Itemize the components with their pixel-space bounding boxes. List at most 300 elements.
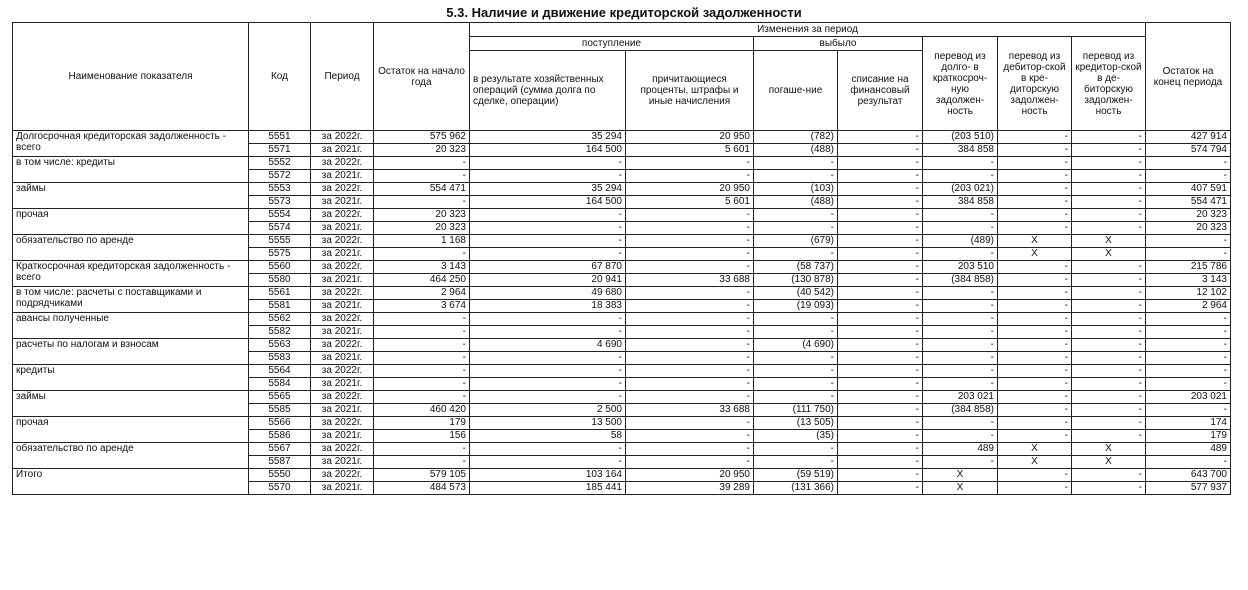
row-income-interest: 20 950 [626, 469, 754, 482]
row-transfer-lt-st: - [923, 170, 998, 183]
row-writeoff: - [838, 404, 923, 417]
row-start: 20 323 [374, 209, 470, 222]
row-transfer-cred-deb: - [1072, 209, 1146, 222]
row-repaid: (488) [754, 196, 838, 209]
row-repaid: - [754, 222, 838, 235]
row-period: за 2021г. [311, 300, 374, 313]
row-repaid: (4 690) [754, 339, 838, 352]
row-transfer-lt-st: - [923, 378, 998, 391]
row-start: 579 105 [374, 469, 470, 482]
row-end: 427 914 [1146, 131, 1231, 144]
table-row [13, 339, 1231, 352]
header-transfer-deb-cred: перевод из дебитор-ской в кре-диторскую задолжен-ность [998, 37, 1072, 131]
row-income-interest: - [626, 222, 754, 235]
row-writeoff: - [838, 391, 923, 404]
row-start: 179 [374, 417, 470, 430]
row-code: 5550 [249, 469, 311, 482]
row-end: - [1146, 378, 1231, 391]
row-start: - [374, 326, 470, 339]
row-end: 554 471 [1146, 196, 1231, 209]
row-start: 20 323 [374, 144, 470, 157]
row-period: за 2021г. [311, 222, 374, 235]
row-end: 2 964 [1146, 300, 1231, 313]
row-end: - [1146, 313, 1231, 326]
row-start: - [374, 196, 470, 209]
row-income-ops: 164 500 [470, 144, 626, 157]
row-end: - [1146, 404, 1231, 417]
row-period: за 2022г. [311, 391, 374, 404]
row-period: за 2021г. [311, 352, 374, 365]
row-transfer-cred-deb: - [1072, 157, 1146, 170]
row-income-interest: - [626, 443, 754, 456]
row-income-interest: - [626, 339, 754, 352]
row-writeoff: - [838, 430, 923, 443]
row-period: за 2022г. [311, 313, 374, 326]
row-label: займы [13, 391, 249, 417]
row-income-interest: - [626, 313, 754, 326]
row-income-interest: 33 688 [626, 274, 754, 287]
row-transfer-cred-deb: X [1072, 456, 1146, 469]
row-repaid: - [754, 391, 838, 404]
row-transfer-cred-deb: - [1072, 183, 1146, 196]
row-income-interest: - [626, 235, 754, 248]
row-code: 5575 [249, 248, 311, 261]
row-label: прочая [13, 417, 249, 443]
row-transfer-cred-deb: - [1072, 326, 1146, 339]
row-income-interest: - [626, 391, 754, 404]
row-transfer-cred-deb: - [1072, 339, 1146, 352]
row-transfer-lt-st: (384 858) [923, 404, 998, 417]
row-period: за 2021г. [311, 248, 374, 261]
row-end: 179 [1146, 430, 1231, 443]
row-writeoff: - [838, 222, 923, 235]
row-label: в том числе: расчеты с поставщиками и подрядчиками [13, 287, 249, 313]
row-income-ops: - [470, 365, 626, 378]
row-income-interest: - [626, 300, 754, 313]
row-code: 5587 [249, 456, 311, 469]
row-transfer-cred-deb: - [1072, 261, 1146, 274]
row-transfer-lt-st: 489 [923, 443, 998, 456]
row-start: - [374, 157, 470, 170]
row-writeoff: - [838, 209, 923, 222]
row-period: за 2022г. [311, 287, 374, 300]
row-transfer-deb-cred: - [998, 287, 1072, 300]
table-row [13, 235, 1231, 248]
row-transfer-lt-st: - [923, 248, 998, 261]
row-transfer-lt-st: (384 858) [923, 274, 998, 287]
header-outflow: выбыло [754, 37, 923, 51]
row-code: 5567 [249, 443, 311, 456]
row-period: за 2021г. [311, 274, 374, 287]
row-code: 5585 [249, 404, 311, 417]
row-start: 2 964 [374, 287, 470, 300]
row-start: 484 573 [374, 482, 470, 495]
row-period: за 2021г. [311, 378, 374, 391]
header-income-ops: в результате хозяйственных операций (сумма долга по сделке, операции) [470, 51, 626, 131]
row-income-ops: - [470, 170, 626, 183]
payables-table [12, 22, 1231, 495]
row-period: за 2022г. [311, 209, 374, 222]
row-code: 5580 [249, 274, 311, 287]
row-start: 554 471 [374, 183, 470, 196]
row-transfer-cred-deb: - [1072, 300, 1146, 313]
row-repaid: - [754, 248, 838, 261]
row-transfer-deb-cred: - [998, 222, 1072, 235]
row-income-interest: - [626, 248, 754, 261]
row-income-ops: - [470, 222, 626, 235]
row-period: за 2022г. [311, 339, 374, 352]
row-transfer-deb-cred: - [998, 430, 1072, 443]
row-transfer-cred-deb: - [1072, 391, 1146, 404]
row-transfer-cred-deb: X [1072, 443, 1146, 456]
row-repaid: (19 093) [754, 300, 838, 313]
table-row [13, 365, 1231, 378]
row-income-ops: 185 441 [470, 482, 626, 495]
row-income-ops: - [470, 391, 626, 404]
row-transfer-lt-st: X [923, 482, 998, 495]
row-end: 574 794 [1146, 144, 1231, 157]
row-transfer-deb-cred: - [998, 365, 1072, 378]
row-income-ops: 35 294 [470, 131, 626, 144]
row-label: прочая [13, 209, 249, 235]
row-label: авансы полученные [13, 313, 249, 339]
row-transfer-cred-deb: - [1072, 287, 1146, 300]
row-label: кредиты [13, 365, 249, 391]
row-income-interest: - [626, 261, 754, 274]
row-period: за 2022г. [311, 157, 374, 170]
table-row [13, 469, 1231, 482]
row-code: 5586 [249, 430, 311, 443]
row-income-ops: 13 500 [470, 417, 626, 430]
row-transfer-lt-st: - [923, 417, 998, 430]
header-transfer-cred-deb: перевод из кредитор-ской в де-биторскую задолжен-ность [1072, 37, 1146, 131]
row-repaid: (679) [754, 235, 838, 248]
row-start: 464 250 [374, 274, 470, 287]
row-end: 215 786 [1146, 261, 1231, 274]
row-writeoff: - [838, 378, 923, 391]
row-start: - [374, 248, 470, 261]
row-transfer-cred-deb: - [1072, 144, 1146, 157]
row-writeoff: - [838, 300, 923, 313]
row-transfer-deb-cred: X [998, 443, 1072, 456]
row-transfer-deb-cred: - [998, 469, 1072, 482]
table-header [13, 23, 1231, 131]
row-period: за 2022г. [311, 261, 374, 274]
row-income-ops: 18 383 [470, 300, 626, 313]
row-start: 20 323 [374, 222, 470, 235]
row-writeoff: - [838, 365, 923, 378]
row-label: обязательство по аренде [13, 235, 249, 261]
row-label: в том числе: кредиты [13, 157, 249, 183]
row-code: 5583 [249, 352, 311, 365]
row-code: 5561 [249, 287, 311, 300]
row-repaid: (35) [754, 430, 838, 443]
row-repaid: (130 878) [754, 274, 838, 287]
row-income-ops: - [470, 248, 626, 261]
row-period: за 2022г. [311, 183, 374, 196]
row-transfer-cred-deb: X [1072, 248, 1146, 261]
row-transfer-deb-cred: - [998, 157, 1072, 170]
row-code: 5553 [249, 183, 311, 196]
row-transfer-lt-st: - [923, 222, 998, 235]
row-start: - [374, 313, 470, 326]
row-transfer-deb-cred: - [998, 326, 1072, 339]
row-repaid: (782) [754, 131, 838, 144]
row-income-interest: - [626, 417, 754, 430]
row-writeoff: - [838, 417, 923, 430]
row-writeoff: - [838, 469, 923, 482]
row-end: - [1146, 248, 1231, 261]
row-income-ops: - [470, 157, 626, 170]
row-end: - [1146, 352, 1231, 365]
row-transfer-lt-st: X [923, 469, 998, 482]
row-code: 5552 [249, 157, 311, 170]
row-repaid: - [754, 157, 838, 170]
row-transfer-cred-deb: - [1072, 365, 1146, 378]
row-income-interest: - [626, 287, 754, 300]
row-transfer-cred-deb: - [1072, 352, 1146, 365]
table-row [13, 157, 1231, 170]
row-repaid: - [754, 456, 838, 469]
row-transfer-deb-cred: - [998, 144, 1072, 157]
header-end: Остаток на конец периода [1146, 23, 1231, 131]
row-transfer-lt-st: - [923, 352, 998, 365]
row-transfer-lt-st: 384 858 [923, 196, 998, 209]
row-start: - [374, 170, 470, 183]
table-row [13, 287, 1231, 300]
row-income-ops: - [470, 352, 626, 365]
row-income-interest: - [626, 365, 754, 378]
row-start: 3 143 [374, 261, 470, 274]
row-transfer-lt-st: - [923, 209, 998, 222]
row-income-ops: 20 941 [470, 274, 626, 287]
row-transfer-deb-cred: - [998, 482, 1072, 495]
row-transfer-deb-cred: - [998, 183, 1072, 196]
row-transfer-cred-deb: - [1072, 378, 1146, 391]
page-title: 5.3. Наличие и движение кредиторской задолженности [446, 5, 802, 20]
row-transfer-cred-deb: - [1072, 274, 1146, 287]
row-transfer-lt-st: - [923, 339, 998, 352]
row-start: - [374, 339, 470, 352]
row-code: 5554 [249, 209, 311, 222]
row-transfer-deb-cred: - [998, 274, 1072, 287]
row-income-ops: - [470, 209, 626, 222]
row-code: 5555 [249, 235, 311, 248]
row-transfer-deb-cred: - [998, 417, 1072, 430]
row-writeoff: - [838, 157, 923, 170]
row-income-interest: - [626, 378, 754, 391]
row-label: обязательство по аренде [13, 443, 249, 469]
row-income-interest: - [626, 456, 754, 469]
row-repaid: (488) [754, 144, 838, 157]
row-income-ops: 67 870 [470, 261, 626, 274]
row-income-ops: - [470, 235, 626, 248]
row-writeoff: - [838, 131, 923, 144]
row-income-ops: 4 690 [470, 339, 626, 352]
row-writeoff: - [838, 261, 923, 274]
row-repaid: - [754, 209, 838, 222]
row-writeoff: - [838, 170, 923, 183]
row-transfer-deb-cred: - [998, 209, 1072, 222]
header-start: Остаток на начало года [374, 23, 470, 131]
row-transfer-cred-deb: - [1072, 222, 1146, 235]
row-transfer-cred-deb: - [1072, 404, 1146, 417]
row-period: за 2022г. [311, 443, 374, 456]
row-code: 5584 [249, 378, 311, 391]
header-repaid: погаше-ние [754, 51, 838, 131]
row-period: за 2022г. [311, 417, 374, 430]
row-repaid: (13 505) [754, 417, 838, 430]
row-code: 5582 [249, 326, 311, 339]
row-income-interest: 33 688 [626, 404, 754, 417]
row-label: Итого [13, 469, 249, 495]
table-row [13, 443, 1231, 456]
row-code: 5581 [249, 300, 311, 313]
table-row [13, 391, 1231, 404]
row-period: за 2022г. [311, 469, 374, 482]
row-transfer-deb-cred: - [998, 300, 1072, 313]
row-income-interest: 39 289 [626, 482, 754, 495]
row-repaid: - [754, 378, 838, 391]
row-writeoff: - [838, 482, 923, 495]
row-writeoff: - [838, 456, 923, 469]
row-income-ops: 2 500 [470, 404, 626, 417]
row-writeoff: - [838, 287, 923, 300]
row-code: 5565 [249, 391, 311, 404]
row-income-ops: - [470, 443, 626, 456]
row-transfer-lt-st: - [923, 326, 998, 339]
row-writeoff: - [838, 274, 923, 287]
row-code: 5571 [249, 144, 311, 157]
row-transfer-lt-st: - [923, 456, 998, 469]
row-transfer-lt-st: 384 858 [923, 144, 998, 157]
row-repaid: (131 366) [754, 482, 838, 495]
table-row [13, 313, 1231, 326]
row-writeoff: - [838, 339, 923, 352]
row-income-interest: - [626, 430, 754, 443]
row-repaid: - [754, 313, 838, 326]
row-label: Долгосрочная кредиторская задолженность - всего [13, 131, 249, 157]
row-repaid: - [754, 326, 838, 339]
row-transfer-deb-cred: - [998, 404, 1072, 417]
row-transfer-lt-st: - [923, 430, 998, 443]
row-end: 3 143 [1146, 274, 1231, 287]
row-income-interest: - [626, 326, 754, 339]
row-period: за 2022г. [311, 131, 374, 144]
row-end: 12 102 [1146, 287, 1231, 300]
row-transfer-lt-st: - [923, 287, 998, 300]
table-body [13, 131, 1231, 495]
row-label: Краткосрочная кредиторская задолженность - всего [13, 261, 249, 287]
row-transfer-cred-deb: - [1072, 170, 1146, 183]
row-writeoff: - [838, 326, 923, 339]
row-transfer-lt-st: - [923, 300, 998, 313]
table-row [13, 417, 1231, 430]
row-end: 407 591 [1146, 183, 1231, 196]
row-writeoff: - [838, 144, 923, 157]
row-repaid: - [754, 365, 838, 378]
table-row [13, 131, 1231, 144]
row-period: за 2021г. [311, 144, 374, 157]
header-writeoff: списание на финансовый результат [838, 51, 923, 131]
row-repaid: (103) [754, 183, 838, 196]
row-income-ops: 103 164 [470, 469, 626, 482]
row-end: 20 323 [1146, 209, 1231, 222]
row-income-ops: - [470, 456, 626, 469]
row-transfer-deb-cred: X [998, 235, 1072, 248]
row-repaid: - [754, 170, 838, 183]
header-code: Код [249, 23, 311, 131]
row-start: - [374, 378, 470, 391]
row-transfer-lt-st: - [923, 157, 998, 170]
row-start: 3 674 [374, 300, 470, 313]
row-writeoff: - [838, 352, 923, 365]
row-transfer-deb-cred: - [998, 352, 1072, 365]
row-code: 5573 [249, 196, 311, 209]
row-transfer-deb-cred: X [998, 456, 1072, 469]
row-writeoff: - [838, 196, 923, 209]
row-transfer-deb-cred: - [998, 378, 1072, 391]
row-income-ops: 58 [470, 430, 626, 443]
row-transfer-deb-cred: - [998, 131, 1072, 144]
header-transfer-lt-st: перевод из долго- в краткосроч-ную задолжен-ность [923, 37, 998, 131]
row-end: - [1146, 339, 1231, 352]
row-start: 460 420 [374, 404, 470, 417]
row-income-interest: 5 601 [626, 196, 754, 209]
row-period: за 2021г. [311, 404, 374, 417]
row-code: 5574 [249, 222, 311, 235]
row-code: 5562 [249, 313, 311, 326]
row-writeoff: - [838, 313, 923, 326]
row-end: 577 937 [1146, 482, 1231, 495]
row-transfer-lt-st: 203 021 [923, 391, 998, 404]
row-start: - [374, 352, 470, 365]
header-name: Наименование показателя [13, 23, 249, 131]
row-transfer-cred-deb: - [1072, 430, 1146, 443]
row-start: - [374, 443, 470, 456]
row-period: за 2022г. [311, 365, 374, 378]
row-end: 203 021 [1146, 391, 1231, 404]
header-changes: Изменения за период [470, 23, 1146, 37]
row-transfer-cred-deb: - [1072, 482, 1146, 495]
row-transfer-deb-cred: - [998, 391, 1072, 404]
row-income-interest: - [626, 209, 754, 222]
row-income-ops: 49 680 [470, 287, 626, 300]
row-end: - [1146, 235, 1231, 248]
row-income-ops: 164 500 [470, 196, 626, 209]
row-transfer-cred-deb: - [1072, 131, 1146, 144]
row-period: за 2021г. [311, 430, 374, 443]
row-repaid: (111 750) [754, 404, 838, 417]
row-repaid: - [754, 352, 838, 365]
row-transfer-lt-st: 203 510 [923, 261, 998, 274]
row-end: 20 323 [1146, 222, 1231, 235]
row-transfer-cred-deb: - [1072, 417, 1146, 430]
row-start: 156 [374, 430, 470, 443]
row-writeoff: - [838, 183, 923, 196]
row-period: за 2022г. [311, 235, 374, 248]
row-income-ops: - [470, 313, 626, 326]
row-code: 5570 [249, 482, 311, 495]
row-transfer-cred-deb: X [1072, 235, 1146, 248]
row-period: за 2021г. [311, 482, 374, 495]
row-writeoff: - [838, 248, 923, 261]
row-income-interest: - [626, 157, 754, 170]
row-income-ops: - [470, 378, 626, 391]
row-period: за 2021г. [311, 196, 374, 209]
row-code: 5551 [249, 131, 311, 144]
row-transfer-lt-st: (203 021) [923, 183, 998, 196]
